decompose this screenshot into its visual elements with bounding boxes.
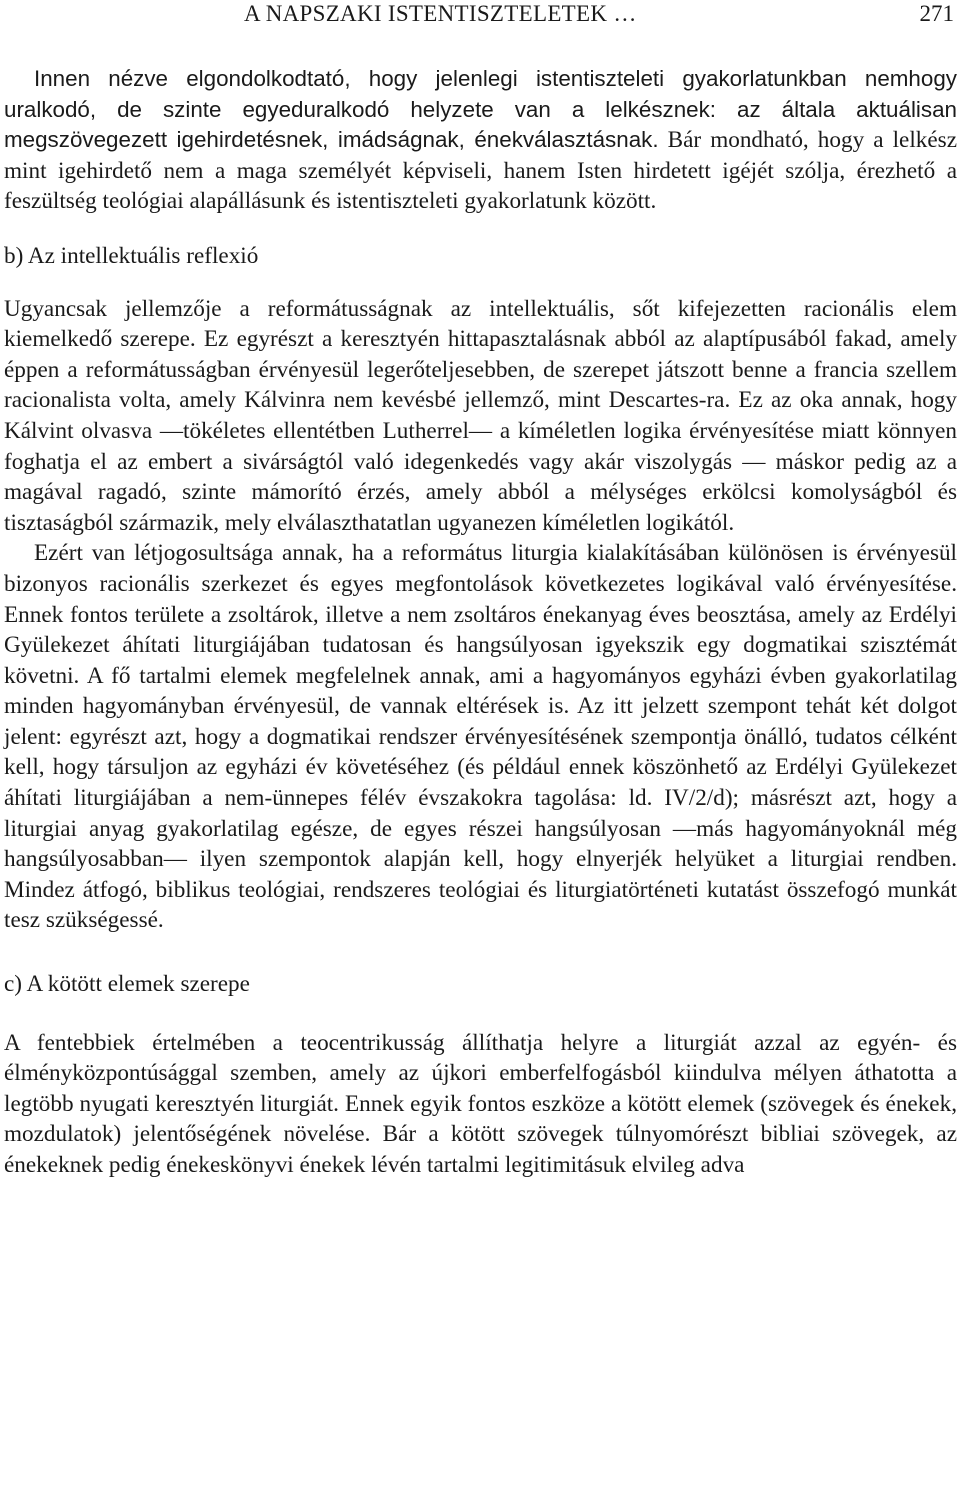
page-number: 271 <box>919 1 954 26</box>
paragraph-1 <box>4 64 957 217</box>
running-header-title: A NAPSZAKI ISTENTISZTELETEK … <box>244 1 637 26</box>
running-header <box>244 0 956 32</box>
body-text <box>4 64 957 1181</box>
section-heading-c: c) A kötött elemek szerepe <box>4 971 250 998</box>
paragraph-1-serif-part: Bár mondható, hogy a lelkész mint igehirdető nem a maga személyét képviseli, hanem Isten hirdetett igéjét szólja, érezhető a feszültség teológiai alapállásunk és istentiszteleti gyakorlatunk között. <box>4 127 957 215</box>
paragraph-1-sans-part: Innen nézve elgondolkodtató, hogy jelenlegi istentiszteleti gyakorlatunkban nemhogy uralkodó, de szinte egyeduralkodó helyzete van a lelkésznek: az általa aktuálisan megszövegezett igehirdetésnek, imádságnak, énekválasztásnak. <box>4 66 957 153</box>
section-heading-b: b) Az intellektuális reflexió <box>4 242 259 269</box>
paragraph-4: A fentebbiek értelmében a teocentrikusság állíthatja helyre a liturgiát azzal az egyén- és élményközpontúsággal szemben, amely az újkori emberfelfogásból kiindulva mélyen áthatotta a legtöbb nyugati keresztyén liturgiát. Ennek egyik fontos eszköze a kötött elemek (szövegek és énekek, mozdulatok) jelentőségének növelése. Bár a kötött szövegek túlnyomórészt bibliai szövegek, az énekeknek pedig énekeskönyvi énekek lévén tartalmi legitimitásuk elvileg adva <box>4 1029 957 1178</box>
paragraph-2: Ugyancsak jellemzője a reformátusságnak az intellektuális, sőt kifejezetten racionális elem kiemelkedő szerepe. Ez egyrészt a keresztyén hittapasztalásnak abból az alaptípusából fakad, amely éppen a reformátusságban érvényesül legerőteljesebben, de szerepet játszott benne a francia szellem racionalista volta, amely Kálvinra nem kevésbé jellemző, mint Descartes-ra. Ez az oka annak, hogy Kálvint olvasva —tökéletes ellentétben Lutherrel— a kíméletlen logika érvényesítése miatt könnyen foghatja el az embert a sivárságtól való idegenkedés vagy akár viszolygás — máskor pedig az a magával ragadó, szinte mámorító érzés, amely abból a mélységes erkölcsi komolyságból és tisztaságból származik, mely elválaszthatatlan ugyanezen kíméletlen logikától. <box>4 295 957 536</box>
paragraph-3: Ezért van létjogosultsága annak, ha a református liturgia kialakításában különösen is érvényesül bizonyos racionális szerkezet és egyes megfontolások következetes logikával való érvényesítése. Ennek fontos területe a zsoltárok, illetve a nem zsoltáros énekanyag éves beosztása, amely az Erdélyi Gyülekezet áhítati liturgiájában tudatosan és hangsúlyosan igyekszik egy dogmatikai szisztémát követni. A fő tartalmi elemek megfelelnek annak, ami a hagyományos egyházi évben gyakorlatilag minden hagyományban érvényesül, de vannak eltérések is. Az itt jelzett szempont tehát két dolgot jelent: egyrészt azt, hogy a dogmatikai rendszer érvényesítésének szempontja önálló, tudatos célként kell, hogy társuljon az egyházi év követéséhez (és például ennek köszönhető az Erdélyi Gyülekezet áhítati liturgiájában a nem-ünnepes félév évszakokra tagolása: ld. IV/2/d); másrészt azt, hogy a liturgiai anyag gyakorlatilag egésze, de egyes részei hangsúlyosan —más hagyományoknál még hangsúlyosabban— ilyen szempontok alapján kell, hogy elnyerjék helyüket a liturgiai rendben. Mindez átfogó, biblikus teológiai, rendszeres teológiai és liturgiatörténeti kutatást összefogó munkát tesz szükségessé. <box>4 540 957 934</box>
